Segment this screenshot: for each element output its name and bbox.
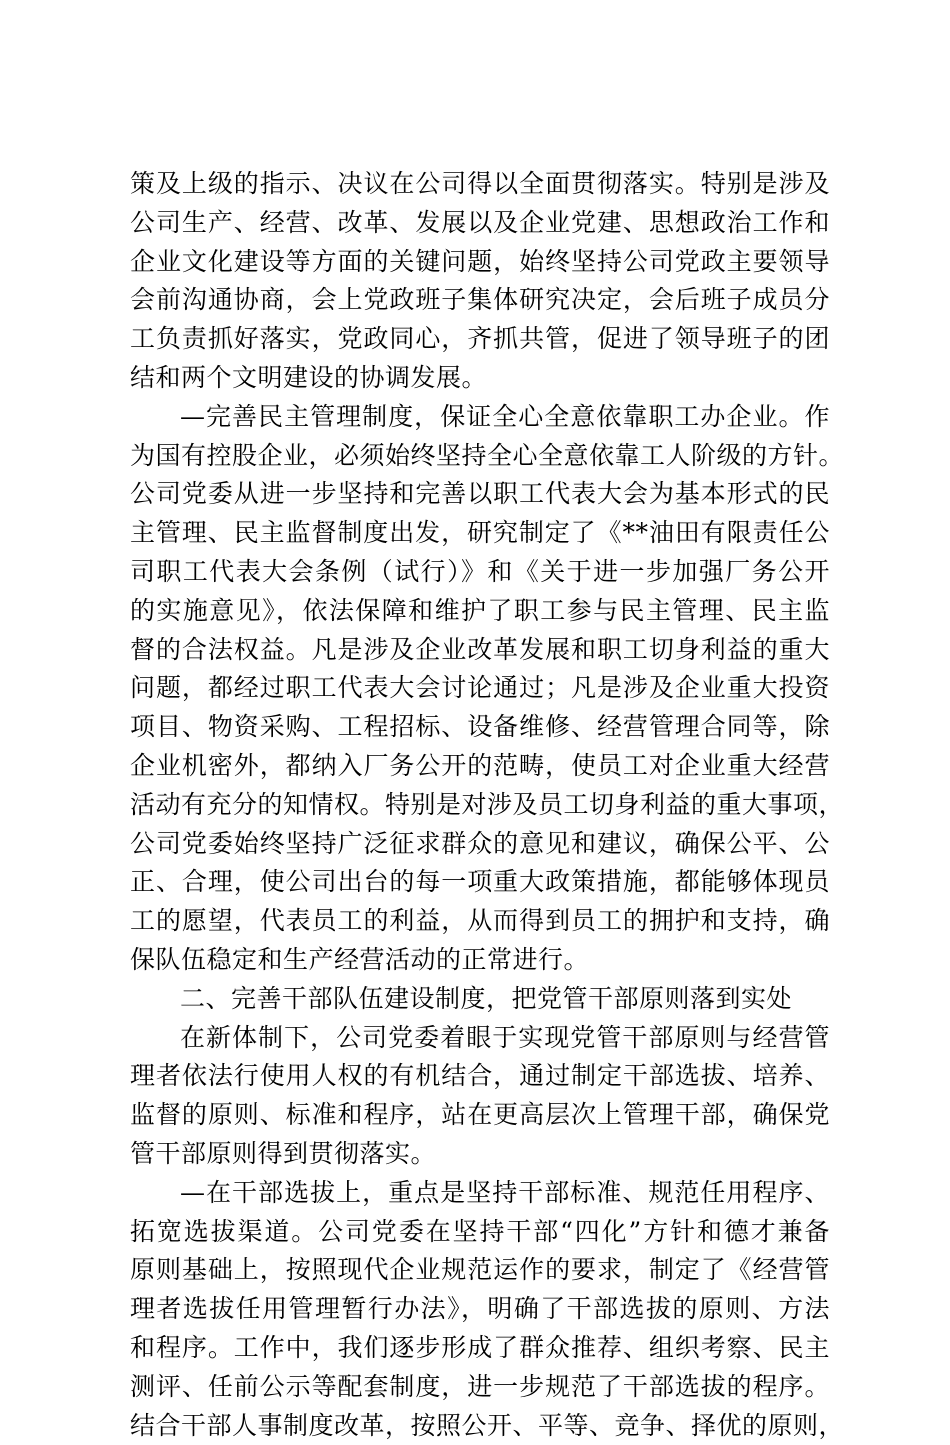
text-line: 的实施意见》，依法保障和维护了职工参与民主管理、民主监 — [130, 592, 830, 631]
section-heading: 二、完善干部队伍建设制度，把党管干部原则落到实处 — [130, 980, 830, 1019]
text-line: 工负责抓好落实，党政同心，齐抓共管，促进了领导班子的团 — [130, 320, 830, 359]
text-line: 管干部原则得到贯彻落实。 — [130, 1135, 830, 1174]
text-line: 为国有控股企业，必须始终坚持全心全意依靠工人阶级的方针。 — [130, 437, 830, 476]
paragraph-first-line: —在干部选拔上，重点是坚持干部标准、规范任用程序、 — [130, 1174, 830, 1213]
text-line: 测评、任前公示等配套制度，进一步规范了干部选拔的程序。 — [130, 1368, 830, 1407]
text-line: 理者依法行使用人权的有机结合，通过制定干部选拔、培养、 — [130, 1057, 830, 1096]
text-line: 拓宽选拔渠道。公司党委在坚持干部“四化”方针和德才兼备 — [130, 1213, 830, 1252]
text-line: 司职工代表大会条例（试行）》和《关于进一步加强厂务公开 — [130, 553, 830, 592]
text-line: 公司生产、经营、改革、发展以及企业党建、思想政治工作和 — [130, 204, 830, 243]
text-line: 正、合理，使公司出台的每一项重大政策措施，都能够体现员 — [130, 863, 830, 902]
text-line: 结合干部人事制度改革，按照公开、平等、竞争、择优的原则， — [130, 1407, 830, 1445]
text-line: 企业机密外，都纳入厂务公开的范畴，使员工对企业重大经营 — [130, 747, 830, 786]
text-line: 监督的原则、标准和程序，站在更高层次上管理干部，确保党 — [130, 1096, 830, 1135]
paragraph-first-line: —完善民主管理制度，保证全心全意依靠职工办企业。作 — [130, 398, 830, 437]
text-line: 会前沟通协商，会上党政班子集体研究决定，会后班子成员分 — [130, 281, 830, 320]
text-line: 结和两个文明建设的协调发展。 — [130, 359, 830, 398]
text-line: 项目、物资采购、工程招标、设备维修、经营管理合同等，除 — [130, 708, 830, 747]
text-line: 主管理、民主监督制度出发，研究制定了《**油田有限责任公 — [130, 514, 830, 553]
text-line: 公司党委从进一步坚持和完善以职工代表大会为基本形式的民 — [130, 475, 830, 514]
text-line: 督的合法权益。凡是涉及企业改革发展和职工切身利益的重大 — [130, 631, 830, 670]
text-line: 公司党委始终坚持广泛征求群众的意见和建议，确保公平、公 — [130, 825, 830, 864]
document-body — [130, 165, 830, 1445]
text-line: 问题，都经过职工代表大会讨论通过；凡是涉及企业重大投资 — [130, 669, 830, 708]
text-line: 工的愿望，代表员工的利益，从而得到员工的拥护和支持，确 — [130, 902, 830, 941]
text-line: 和程序。工作中，我们逐步形成了群众推荐、组织考察、民主 — [130, 1329, 830, 1368]
text-line: 理者选拔任用管理暂行办法》，明确了干部选拔的原则、方法 — [130, 1290, 830, 1329]
text-line: 保队伍稳定和生产经营活动的正常进行。 — [130, 941, 830, 980]
paragraph-first-line: 在新体制下，公司党委着眼于实现党管干部原则与经营管 — [130, 1019, 830, 1058]
text-line: 原则基础上，按照现代企业规范运作的要求，制定了《经营管 — [130, 1251, 830, 1290]
text-line: 策及上级的指示、决议在公司得以全面贯彻落实。特别是涉及 — [130, 165, 830, 204]
text-line: 企业文化建设等方面的关键问题，始终坚持公司党政主要领导 — [130, 243, 830, 282]
text-line: 活动有充分的知情权。特别是对涉及员工切身利益的重大事项， — [130, 786, 830, 825]
